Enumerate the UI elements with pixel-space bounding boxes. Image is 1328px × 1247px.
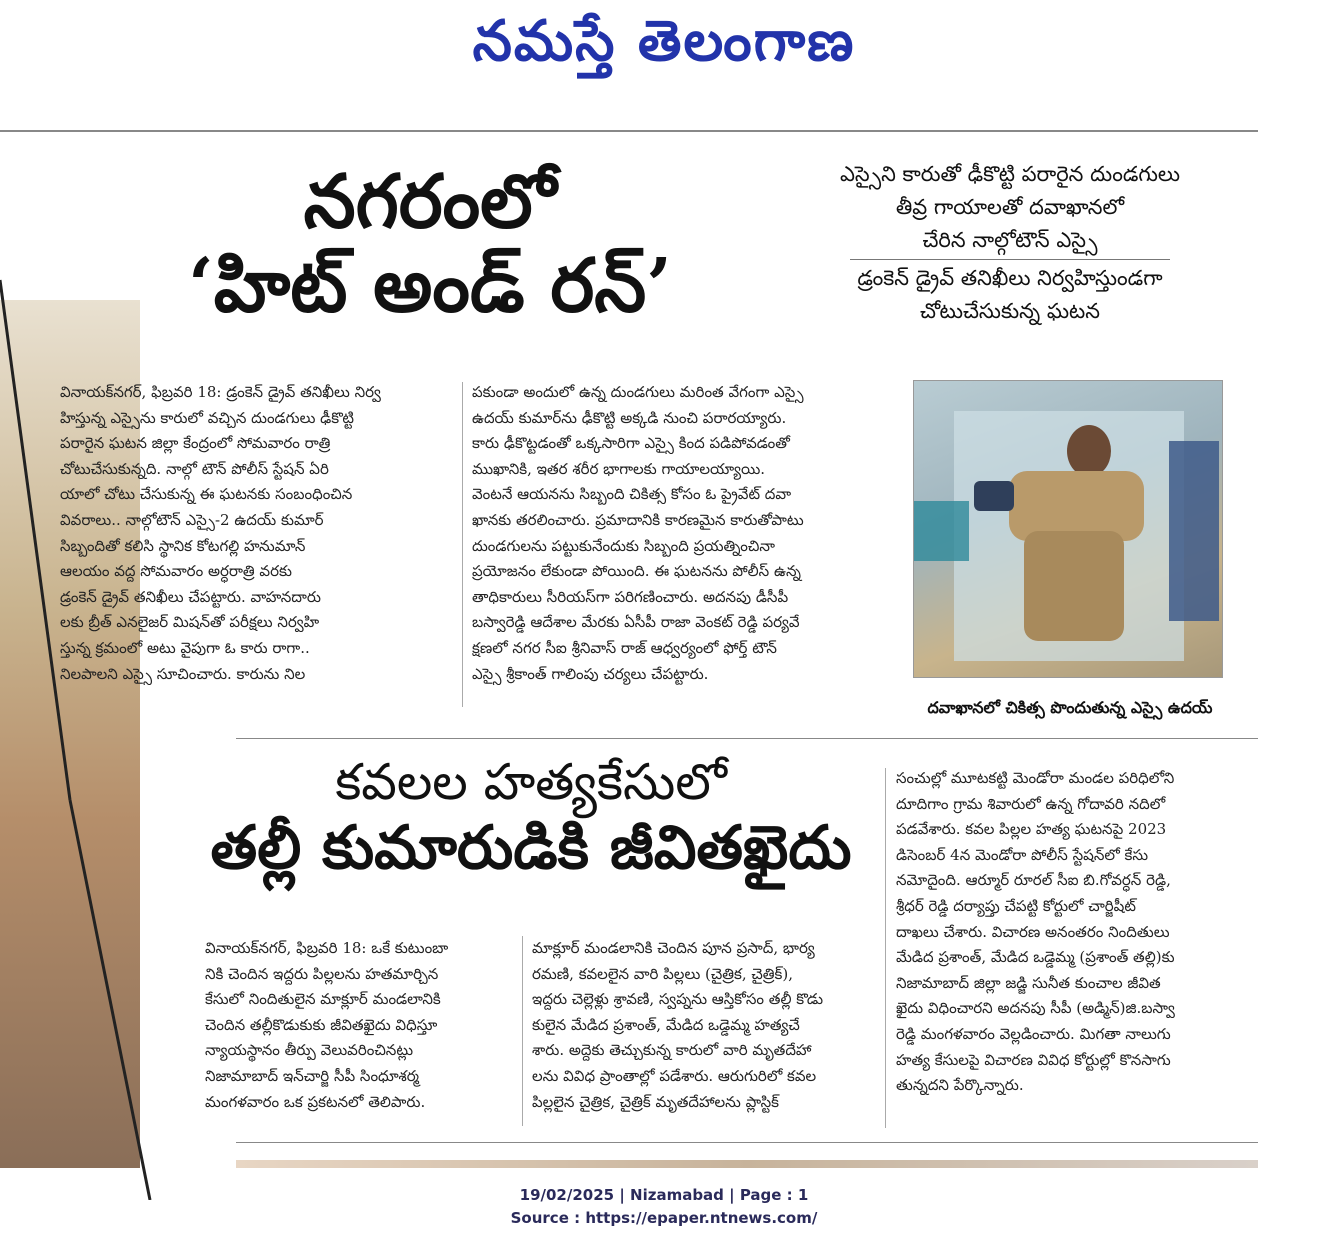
column-divider <box>522 936 523 1126</box>
text-line: సిబ్బందితో కలిసి స్థానిక కోటగల్లి హనుమాన్ <box>60 536 306 555</box>
text-line: శ్రీధర్ రెడ్డి దర్యాప్తు చేపట్టి కోర్టులో చార్జిషీట్ <box>896 896 1136 915</box>
photo-caption: దవాఖానలో చికిత్స పొందుతున్న ఎస్సై ఉదయ్ <box>927 698 1213 717</box>
text-line: శారు. అద్దెకు తెచ్చుకున్న కారులో వారి మృతదేహా <box>532 1041 812 1060</box>
story2-headline <box>186 752 876 884</box>
text-line: దూదిగాం గ్రామ శివారులో ఉన్న గోదావరి నదిలో <box>896 794 1166 813</box>
text-line: చెందిన తల్లీకొడుకుకు జీవితఖైదు విధిస్తూ <box>205 1015 438 1034</box>
text-line: పిల్లలైన చైత్రిక, చైత్రిక్ మృతదేహాలను ప్లాస్టిక్ <box>532 1092 779 1111</box>
story2-column-2 <box>532 936 877 1115</box>
diagonal-divider-icon <box>0 200 170 1200</box>
text-line: కారు ఢీకొట్టడంతో ఒక్కసారిగా ఎస్సై కింద పడిపోవడంతో <box>472 434 790 453</box>
text-line: ఆలయం వద్ద సోమవారం అర్ధరాత్రి వరకు <box>60 562 292 581</box>
bottom-rule <box>236 1142 1258 1143</box>
text-line: డిసెంబర్ 4న మెండోరా పోలీస్ స్టేషన్‌లో కేసు <box>896 845 1149 864</box>
text-line: దాఖలు చేశారు. విచారణ అనంతరం నిందితులు <box>896 922 1170 941</box>
story1-headline <box>90 160 770 328</box>
deck-line: డ్రంకెన్ డ్రైవ్ తనిఖీలు నిర్వహిస్తుండగా <box>857 266 1163 290</box>
footer-source-link[interactable]: Source : https://epaper.ntnews.com/ <box>510 1209 818 1227</box>
text-line: యాలో చోటు చేసుకున్న ఈ ఘటనకు సంబంధించిన <box>60 485 353 504</box>
deck-divider <box>850 259 1170 260</box>
story2-column-3 <box>896 766 1254 1099</box>
story2-column-1 <box>205 936 515 1115</box>
text-line: బస్వారెడ్డి ఆదేశాల మేరకు ఏసీపీ రాజా వెంకట్ రెడ్డి పర్యవే <box>472 613 800 632</box>
text-line: వినాయక్‌నగర్, ఫిబ్రవరి 18: ఒకే కుటుంబా <box>205 939 449 957</box>
text-line: మంగళవారం ఒక ప్రకటనలో తెలిపారు. <box>205 1092 426 1111</box>
text-line: లకు బ్రీత్ ఎనలైజర్ మిషన్‌తో పరీక్షలు నిర్వహి <box>60 613 320 632</box>
text-line: హిస్తున్న ఎస్సైను కారులో వచ్చిన దుండగులు ఢీకొట్టి <box>60 408 354 427</box>
text-line: స్తున్న క్రమంలో అటు వైపుగా ఓ కారు రాగా.. <box>60 638 310 657</box>
text-line: మేడిద ప్రశాంత్, మేడిద ఒడ్డెమ్మ (ప్రశాంత్ తల్లి)కు <box>896 948 1175 967</box>
text-line: చోటుచేసుకున్నది. నాల్గో టౌన్ పోలీస్ స్టేషన్ ఏరి <box>60 459 329 478</box>
text-line: కులైన మేడిద ప్రశాంత్, మేడిద ఒడ్డెమ్మ హత్యచే <box>532 1015 800 1034</box>
story1-column-1 <box>60 380 452 687</box>
text-line: వెంటనే ఆయనను సిబ్బంది చికిత్స కోసం ఓ ప్రైవేట్ దవా <box>472 485 792 504</box>
story1-deck <box>780 158 1240 328</box>
masthead-title: నమస్తే తెలంగాణ <box>472 8 856 74</box>
footer-date-edition: 19/02/2025 | Nizamabad | Page : 1 <box>519 1186 809 1204</box>
text-line: నిలపాలని ఎస్సై సూచించారు. కారును నిల <box>60 664 306 683</box>
text-line: పకుండా అందులో ఉన్న దుండగులు మరింత వేగంగా ఎస్సై <box>472 383 804 401</box>
text-line: రెడ్డి మంగళవారం వెల్లడించారు. మిగతా నాలుగు <box>896 1024 1171 1043</box>
text-line: పడవేశారు. కవల పిల్లల హత్య ఘటనపై 2023 <box>896 820 1167 839</box>
text-line: లను వివిధ ప్రాంతాల్లో పడేశారు. ఆరుగురిలో కవల <box>532 1066 817 1085</box>
text-line: క్షణలో నగర సీఐ శ్రీనివాస్ రాజ్ ఆధ్వర్యంలో ఫోర్త్ టౌన్ <box>472 638 777 657</box>
text-line: రమణి, కవలలైన వారి పిల్లలు (చైత్రిక, చైత్రిక్), <box>532 964 793 983</box>
text-line: ఎస్సై శ్రీకాంత్ గాలింపు చర్యలు చేపట్టారు. <box>472 664 709 683</box>
text-line: సంచుల్లో మూటకట్టి మెండోరా మండల పరిధిలోని <box>896 769 1175 787</box>
story-separator <box>236 738 1258 739</box>
text-line: ఖానకు తరలించారు. ప్రమాదానికి కారణమైన కారుతోపాటు <box>472 510 804 529</box>
text-line: నిజామాబాద్ ఇన్‌చార్జి సీపీ సింధూశర్మ <box>205 1066 419 1085</box>
text-line: వివరాలు.. నాల్గోటౌన్ ఎస్సై-2 ఉదయ్ కుమార్ <box>60 510 324 529</box>
deck-line: చేరిన నాల్గోటౌన్ ఎస్సై <box>922 228 1098 252</box>
text-line: ఉదయ్ కుమార్‌ను ఢీకొట్టి అక్కడి నుంచి పరారయ్యారు. <box>472 408 787 427</box>
text-line: ప్రయోజనం లేకుండా పోయింది. ఈ ఘటనను పోలీస్ ఉన్న <box>472 562 801 581</box>
column-divider <box>462 382 463 707</box>
story2-headline-line1: కవలల హత్యకేసులో <box>335 753 727 811</box>
text-line: మాక్లూర్ మండలానికి చెందిన పూన ప్రసాద్, భార్య <box>532 939 815 957</box>
story2-headline-line2: తల్లీ కుమారుడికి జీవితఖైదు <box>210 813 852 883</box>
text-line: నమోదైంది. ఆర్మూర్ రూరల్ సీఐ బి.గోవర్ధన్ రెడ్డి, <box>896 871 1171 890</box>
masthead-rule <box>0 130 1258 132</box>
text-line: ఇద్దరు చెల్లెళ్లు శ్రావణి, స్వప్నను ఆస్తికోసం తల్లీ కొడు <box>532 990 824 1009</box>
text-line: నిజామాబాద్ జిల్లా జడ్జి సునీత కుంచాల జీవిత <box>896 973 1161 992</box>
text-line: వినాయక్‌నగర్, ఫిబ్రవరి 18: డ్రంకెన్ డ్రైవ్ తనిఖీలు నిర్వ <box>60 383 381 401</box>
text-line: ఖైదు విధించారని అదనపు సీపీ (అడ్మిన్)జి.బస్వా <box>896 999 1175 1018</box>
text-line: న్యాయస్థానం తీర్పు వెలువరించినట్లు <box>205 1041 414 1060</box>
text-line: తున్నదని పేర్కొన్నారు. <box>896 1076 1024 1095</box>
text-line: పరారైన ఘటన జిల్లా కేంద్రంలో సోమవారం రాత్రి <box>60 434 331 453</box>
story1-headline-line1: నగరంలో <box>303 159 557 245</box>
deck-line: ఎస్సైని కారుతో ఢీకొట్టి పరారైన దుండగులు <box>839 162 1181 186</box>
deck-line: చోటుచేసుకున్న ఘటన <box>919 299 1100 323</box>
patient-figure-icon <box>914 381 1222 677</box>
text-line: ముఖానికి, ఇతర శరీర భాగాలకు గాయాలయ్యాయి. <box>472 459 766 478</box>
text-line: కేసులో నిందితులైన మాక్లూర్ మండలానికి <box>205 990 441 1009</box>
column-divider <box>885 768 886 1128</box>
text-line: దుండగులను పట్టుకునేందుకు సిబ్బంది ప్రయత్నించినా <box>472 536 775 555</box>
hospital-photo <box>913 380 1223 678</box>
story1-column-2 <box>472 380 882 687</box>
deck-line: తీవ్ర గాయాలతో దవాఖానలో <box>895 195 1125 219</box>
bottom-photo-strip <box>236 1160 1258 1168</box>
text-line: హత్య కేసులపై విచారణ వివిధ కోర్టుల్లో కొనసాగు <box>896 1050 1171 1069</box>
text-line: నికి చెందిన ఇద్దరు పిల్లలను హతమార్చిన <box>205 964 439 983</box>
text-line: డ్రంకెన్ డ్రైవ్ తనిఖీలు చేపట్టారు. వాహనదారు <box>60 587 321 606</box>
text-line: తాధికారులు సీరియస్‌గా పరిగణించారు. అదనపు డీసీపీ <box>472 587 789 606</box>
story1-headline-line2: ‘హిట్ అండ్ రన్’ <box>188 243 672 329</box>
